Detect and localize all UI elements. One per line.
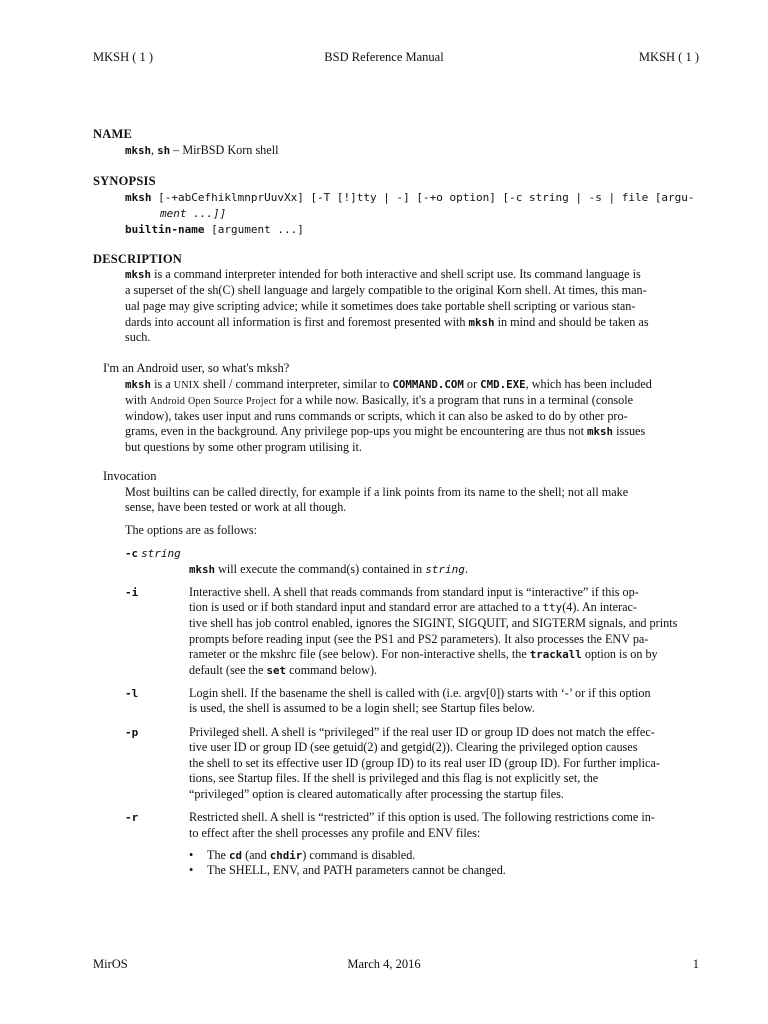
name-line: mksh, sh – MirBSD Korn shell bbox=[125, 143, 279, 157]
bullet-icon: • bbox=[189, 863, 194, 877]
restriction-item-1: The cd (and chdir) command is disabled. bbox=[207, 848, 416, 862]
synopsis-line-1: mksh [-+abCefhiklmnprUuvXx] [-T [!]tty | -] [-+o option] [-c string | -s | file [argu- bbox=[125, 191, 695, 204]
cmd-sh: sh bbox=[157, 144, 171, 157]
android-line-3: window), takes user input and runs commands or scripts, which it can also be asked to do by other pro- bbox=[125, 409, 628, 423]
header-center: BSD Reference Manual bbox=[324, 50, 444, 64]
option-i-line-6: default (see the set command below). bbox=[189, 663, 378, 677]
option-r-line-1: Restricted shell. A shell is “restricted” if this option is used. The following restrictions come in- bbox=[189, 810, 655, 824]
android-line-5: but questions by some other program utilising it. bbox=[125, 440, 362, 454]
section-name-heading: NAME bbox=[93, 127, 132, 141]
invocation-line-1: Most builtins can be called directly, for example if a link points from its name to the shell; not all make bbox=[125, 485, 629, 499]
invocation-line-2: sense, have been tested or work at all though. bbox=[125, 500, 347, 514]
option-i-line-3: tive shell has job control enabled, ignores the SIGINT, SIGQUIT, and SIGTERM signals, and prints bbox=[189, 616, 678, 630]
footer-left: MirOS bbox=[93, 957, 128, 971]
description-line-5: such. bbox=[125, 330, 151, 344]
cmd-mksh: mksh bbox=[125, 144, 152, 157]
restriction-item-2: The SHELL, ENV, and PATH parameters cannot be changed. bbox=[207, 863, 506, 877]
android-line-4: grams, even in the background. Any privilege pop-ups you might be encountering are thus not mksh issues bbox=[125, 424, 646, 438]
option-c-description: mksh will execute the command(s) contained in string. bbox=[189, 562, 468, 576]
option-i-line-1: Interactive shell. A shell that reads commands from standard input is “interactive” if this op- bbox=[189, 585, 639, 599]
option-l-line-1: Login shell. If the basename the shell is called with (i.e. argv[0]) starts with ‘-’ or if this option bbox=[189, 686, 651, 700]
option-p-term: -p bbox=[125, 726, 139, 739]
section-synopsis-heading: SYNOPSIS bbox=[93, 174, 156, 188]
option-c-term: -c string bbox=[125, 547, 181, 560]
option-i-line-4: prompts before reading input (see the PS1 and PS2 parameters). It also processes the ENV pa- bbox=[189, 632, 649, 646]
option-p-line-5: “privileged” option is cleared automatically after processing the startup files. bbox=[189, 787, 564, 801]
option-r-term: -r bbox=[125, 811, 139, 824]
android-line-2: with Android Open Source Project for a while now. Basically, it's a program that runs in a terminal (console bbox=[125, 393, 634, 407]
description-line-1: mksh is a command interpreter intended for both interactive and shell script use. Its command language is bbox=[125, 267, 641, 281]
option-r-line-2: to effect after the shell processes any profile and ENV files: bbox=[189, 826, 481, 840]
option-p-line-4: tions, see Startup files. If the shell is privileged and this flag is not explicitly set, the bbox=[189, 771, 599, 785]
option-p-line-1: Privileged shell. A shell is “privileged” if the real user ID or group ID does not match the effec- bbox=[189, 725, 655, 739]
description-line-4: dards into account all information is first and foremost presented with mksh in mind and should be taken as bbox=[125, 315, 649, 329]
synopsis-line-3: builtin-name [argument ...] bbox=[125, 223, 304, 236]
footer-page-number: 1 bbox=[692, 957, 699, 971]
option-l-line-2: is used, the shell is assumed to be a login shell; see Startup files below. bbox=[189, 701, 535, 715]
header-left: MKSH ( 1 ) bbox=[93, 50, 154, 64]
option-p-line-3: the shell to set its effective user ID (group ID) to its real user ID (group ID). For further implica- bbox=[189, 756, 660, 770]
description-line-2: a superset of the sh(C) shell language and largely compatible to the original Korn shell. At times, this man- bbox=[125, 283, 647, 297]
android-line-1: mksh is a UNIX shell / command interpreter, similar to COMMAND.COM or CMD.EXE, which has been included bbox=[125, 377, 652, 391]
option-i-term: -i bbox=[125, 586, 139, 599]
subsection-invocation-heading: Invocation bbox=[103, 469, 157, 483]
footer-center: March 4, 2016 bbox=[347, 957, 421, 971]
bullet-icon: • bbox=[189, 848, 194, 862]
header-right: MKSH ( 1 ) bbox=[638, 50, 699, 64]
description-line-3: ual page may give scripting advice; while it sometimes does take portable shell scripting or various stan- bbox=[125, 299, 636, 313]
options-intro: The options are as follows: bbox=[125, 523, 258, 537]
subsection-android-heading: I'm an Android user, so what's mksh? bbox=[103, 361, 290, 375]
option-i-line-5: rameter or the mkshrc file (see below). For non-interactive shells, the trackall option is on by bbox=[189, 647, 658, 661]
option-p-line-2: tive user ID or group ID (see getuid(2) and getgid(2)). Clearing the privileged option causes bbox=[189, 740, 638, 754]
option-l-term: -l bbox=[125, 687, 139, 700]
synopsis-line-2: ment ...]] bbox=[160, 207, 227, 220]
section-description-heading: DESCRIPTION bbox=[93, 252, 183, 266]
option-i-line-2: tion is used or if both standard input and standard error are attached to a tty(4). An interac- bbox=[189, 600, 637, 614]
